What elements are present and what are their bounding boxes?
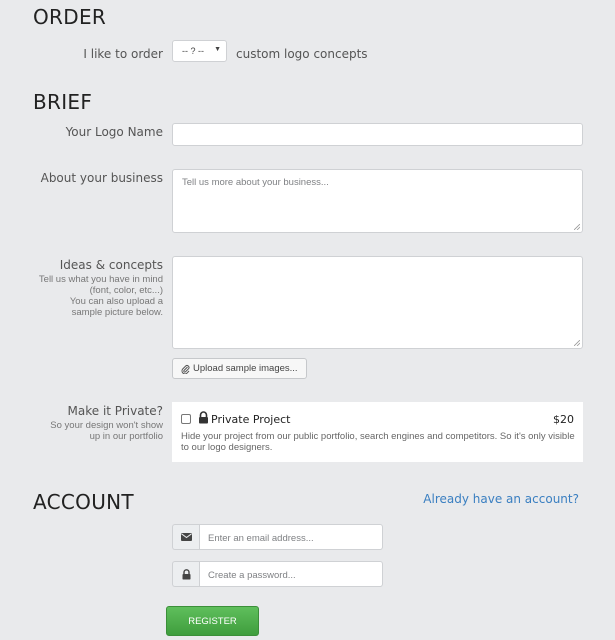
about-business-label: About your business [40, 171, 163, 185]
resize-handle-icon[interactable] [574, 340, 580, 346]
ideas-hint-line: Tell us what you have in mind [38, 274, 163, 285]
private-hint-line: So your design won't show [50, 420, 163, 431]
account-section-title: ACCOUNT [33, 490, 134, 514]
lock-icon [198, 411, 209, 424]
caret-down-icon: ▼ [214, 46, 221, 53]
ideas-hint-line: (font, color, etc...) [89, 285, 163, 296]
private-hint-line: up in our portfolio [89, 431, 163, 442]
password-addon [172, 561, 199, 587]
login-link[interactable]: Already have an account? [423, 492, 579, 506]
private-project-price: $20 [553, 413, 574, 426]
private-project-title: Private Project [211, 413, 291, 426]
about-business-textarea[interactable] [172, 169, 583, 233]
password-placeholder: Create a password... [208, 570, 296, 581]
password-input[interactable] [199, 561, 383, 587]
ideas-label: Ideas & concepts [59, 258, 163, 272]
order-quantity-select-value: -- ? -- [182, 46, 204, 56]
email-addon [172, 524, 199, 550]
lock-icon [182, 569, 191, 580]
ideas-hint [0, 274, 163, 318]
brief-section-title: BRIEF [33, 90, 93, 114]
order-quantity-suffix: custom logo concepts [236, 47, 368, 61]
private-project-checkbox[interactable] [181, 414, 191, 424]
order-quantity-select[interactable] [172, 40, 227, 62]
ideas-hint-line: sample picture below. [71, 307, 163, 318]
private-label: Make it Private? [67, 404, 163, 418]
logo-name-input[interactable] [172, 123, 583, 146]
register-button[interactable]: REGISTER [166, 606, 259, 636]
about-business-placeholder: Tell us more about your business... [182, 177, 329, 188]
order-section-title: ORDER [33, 5, 107, 29]
private-project-card [172, 402, 583, 462]
private-hint [0, 420, 163, 442]
upload-sample-label: Upload sample images... [193, 363, 298, 374]
envelope-icon [181, 533, 192, 541]
upload-sample-button[interactable] [172, 358, 307, 379]
resize-handle-icon[interactable] [574, 224, 580, 230]
email-input[interactable] [199, 524, 383, 550]
ideas-hint-line: You can also upload a [69, 296, 163, 307]
order-quantity-label: I like to order [83, 47, 163, 61]
paperclip-icon [181, 364, 190, 374]
email-placeholder: Enter an email address... [208, 533, 314, 544]
logo-name-label: Your Logo Name [65, 125, 163, 139]
private-project-description: Hide your project from our public portfolio, search engines and competitors. So it's only visible to our logo designers. [181, 431, 575, 453]
ideas-textarea[interactable] [172, 256, 583, 349]
